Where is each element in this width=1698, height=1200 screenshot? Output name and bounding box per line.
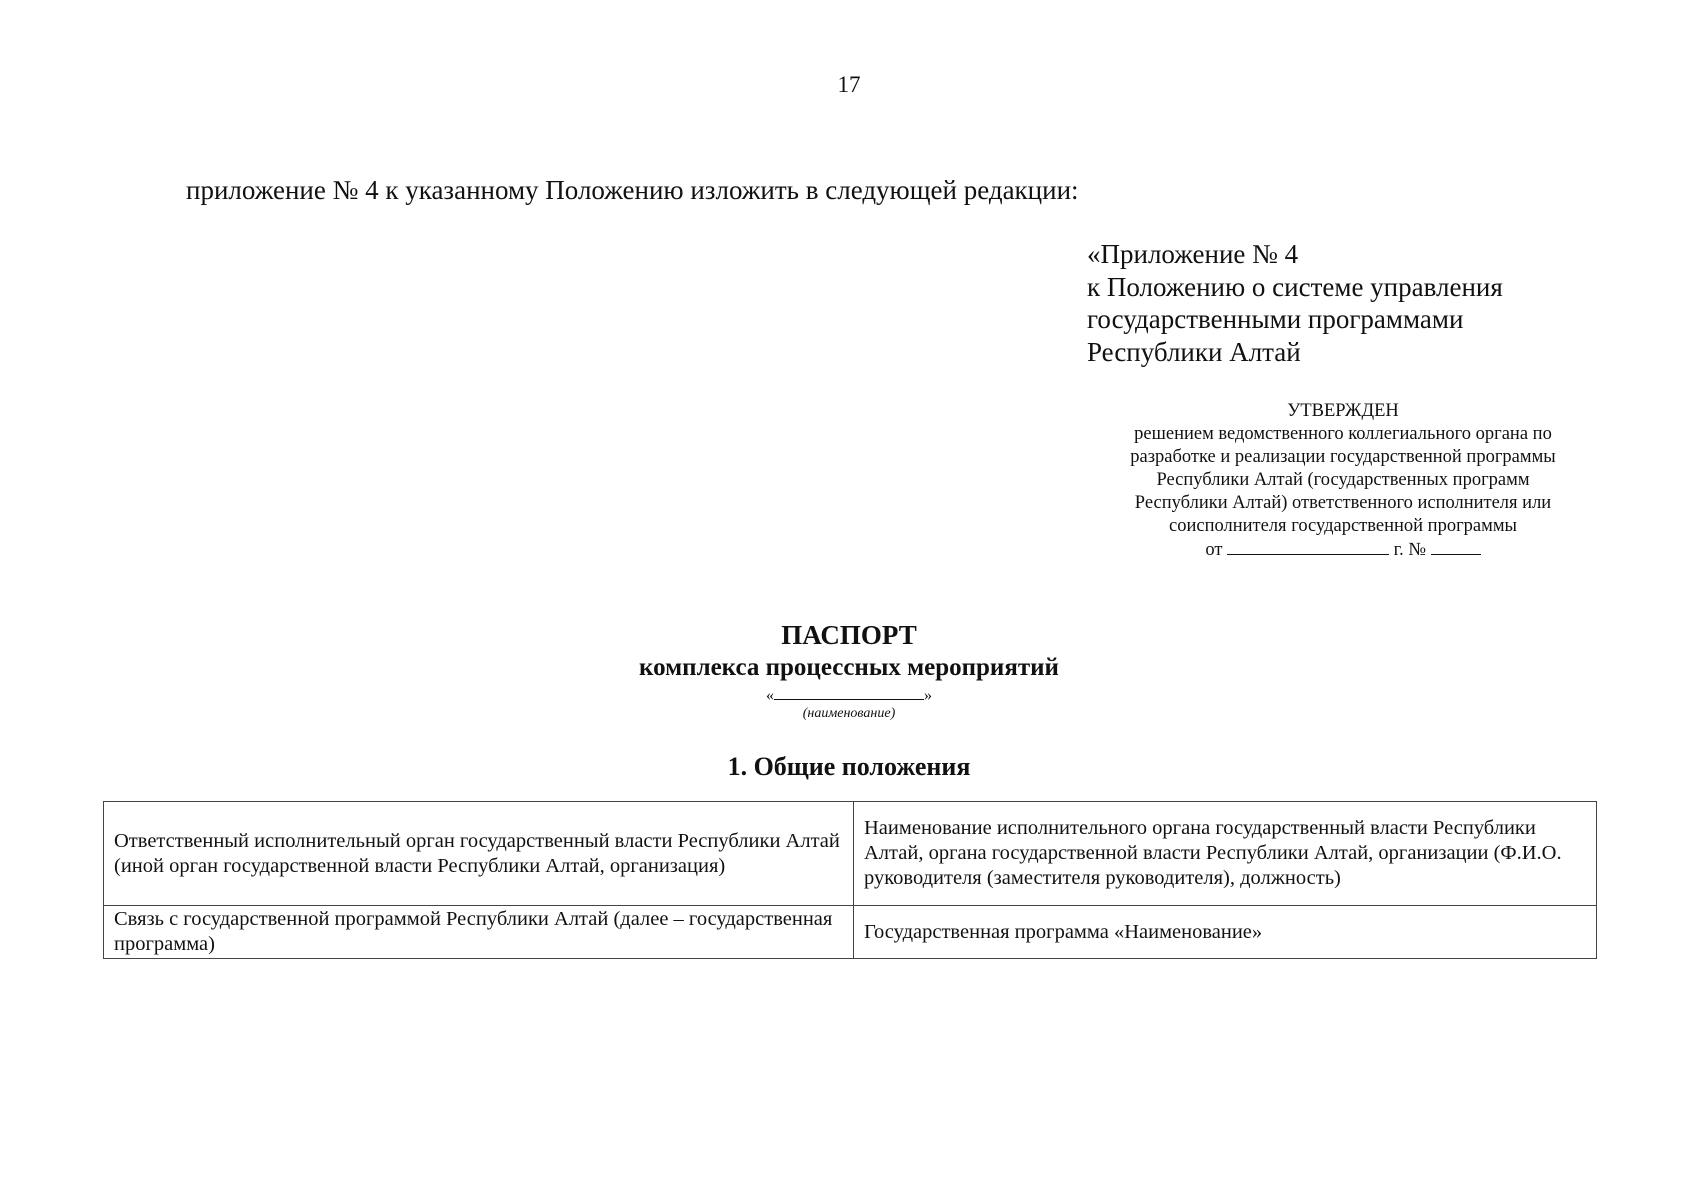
- approval-line: Республики Алтай) ответственного исполнителя или: [1134, 493, 1552, 513]
- date-prefix: от: [1205, 540, 1223, 560]
- table-cell-value: Наименование исполнительного органа государственный власти Республики Алтай, органа государственной власти Республики Алтай, организации (Ф.И.О. руководителя (заместителя руководителя), должность): [854, 802, 1597, 906]
- table-cell-value: Государственная программа «Наименование»: [854, 906, 1597, 959]
- passport-title-block: [0, 618, 1698, 722]
- passport-subtitle: комплекса процессных мероприятий: [639, 654, 1059, 681]
- table-cell-label: Ответственный исполнительный орган государственный власти Республики Алтай (иной орган государственной власти Республики Алтай, организация): [104, 802, 854, 906]
- approval-block: [1093, 400, 1593, 562]
- name-caption: (наименование): [802, 706, 896, 721]
- approval-line: соисполнителя государственной программы: [1169, 516, 1517, 536]
- section-heading: 1. Общие положения: [727, 752, 971, 781]
- appendix-header: [1087, 238, 1503, 368]
- name-blank: [774, 686, 924, 700]
- close-quote: »: [924, 687, 932, 704]
- number-blank: [1431, 538, 1481, 555]
- approval-line: разработке и реализации государственной программы: [1130, 447, 1556, 467]
- approval-line: Республики Алтай (государственных программ: [1156, 470, 1530, 490]
- table-cell-label: Связь с государственной программой Республики Алтай (далее – государственная программа): [104, 906, 854, 959]
- passport-title: ПАСПОРТ: [781, 620, 917, 650]
- intro-text: приложение № 4 к указанному Положению изложить в следующей редакции:: [186, 175, 1079, 205]
- open-quote: «: [766, 687, 774, 704]
- approval-line: решением ведомственного коллегиального органа по: [1134, 424, 1552, 444]
- name-placeholder-line: [0, 686, 1698, 706]
- approval-date-line: [1093, 538, 1593, 562]
- table-row: [104, 906, 1597, 959]
- appendix-line: государственными программами: [1087, 304, 1464, 334]
- appendix-line: к Положению о системе управления: [1087, 271, 1503, 302]
- general-provisions-table: [103, 801, 1597, 959]
- appendix-line: «Приложение № 4: [1087, 239, 1299, 269]
- page-number: 17: [837, 72, 861, 97]
- table-row: [104, 802, 1597, 906]
- date-blank: [1227, 538, 1389, 555]
- appendix-line: Республики Алтай: [1087, 336, 1301, 367]
- approval-title: УТВЕРЖДЕН: [1287, 401, 1399, 421]
- number-prefix: г. №: [1393, 540, 1427, 560]
